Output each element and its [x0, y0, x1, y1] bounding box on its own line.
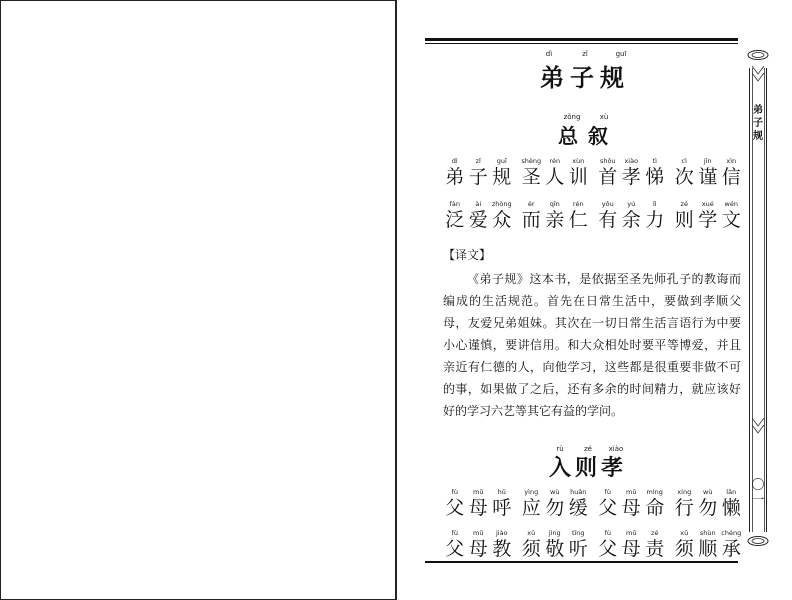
- char-hanzi: 信: [721, 166, 741, 188]
- verse-char: [620, 488, 644, 519]
- verse-char: [543, 488, 567, 519]
- char-hanzi: 责: [645, 538, 665, 560]
- verse-char: [720, 157, 744, 188]
- char-pinyin: mǔ: [626, 488, 637, 496]
- char-hanzi: 力: [645, 209, 665, 231]
- verse-char: [596, 529, 620, 560]
- verse-char: [467, 488, 491, 519]
- char-hanzi: 敬: [545, 538, 565, 560]
- verse-char: [620, 529, 644, 560]
- section-pinyin-syllable: xiào: [608, 445, 624, 453]
- char-pinyin: tì: [652, 157, 657, 165]
- verse-char: [543, 157, 567, 188]
- verse-char: [567, 488, 591, 519]
- verse-char: [673, 529, 697, 560]
- verse-phrase: [673, 200, 744, 231]
- char-pinyin: wù: [550, 488, 560, 496]
- page-title: 弟子规: [540, 64, 630, 92]
- verse-phrase: [673, 157, 744, 188]
- char-pinyin: tīng: [571, 529, 585, 537]
- char-pinyin: qīn: [549, 200, 560, 208]
- char-pinyin: jiào: [495, 529, 508, 537]
- verse-char: [520, 200, 544, 231]
- char-hanzi: 文: [721, 209, 741, 231]
- char-pinyin: mǔ: [473, 529, 484, 537]
- char-pinyin: yǒu: [601, 200, 614, 208]
- verse-char: [467, 200, 491, 231]
- verse-line: [443, 157, 743, 188]
- char-hanzi: 命: [645, 497, 665, 519]
- char-hanzi: 承: [721, 538, 741, 560]
- verse-char: [543, 200, 567, 231]
- char-hanzi: 孝: [621, 166, 641, 188]
- verse-char: [520, 529, 544, 560]
- section-pinyin-syllable: xù: [599, 113, 609, 121]
- char-hanzi: 父: [598, 497, 618, 519]
- char-hanzi: 呼: [492, 497, 512, 519]
- char-hanzi: 仁: [568, 209, 588, 231]
- char-hanzi: 须: [674, 538, 694, 560]
- char-pinyin: zé: [651, 529, 659, 537]
- char-pinyin: zé: [680, 200, 688, 208]
- char-hanzi: 听: [568, 538, 588, 560]
- verse-char: [443, 488, 467, 519]
- verse-char: [443, 200, 467, 231]
- char-hanzi: 母: [468, 497, 488, 519]
- verse-phrase: [596, 200, 667, 231]
- char-pinyin: mǔ: [473, 488, 484, 496]
- char-pinyin: rén: [572, 200, 584, 208]
- char-hanzi: 则: [674, 209, 694, 231]
- char-hanzi: 人: [545, 166, 565, 188]
- char-hanzi: 行: [674, 497, 694, 519]
- char-pinyin: xùn: [572, 157, 585, 165]
- section-pinyin-syllable: zé: [584, 445, 592, 453]
- char-pinyin: shǒu: [599, 157, 616, 165]
- verse-char: [490, 529, 514, 560]
- page-number: 〇 一: [751, 478, 765, 508]
- verse-char: [567, 200, 591, 231]
- char-hanzi: 勿: [698, 497, 718, 519]
- char-pinyin: zǐ: [475, 157, 481, 165]
- char-pinyin: yìng: [524, 488, 539, 496]
- char-hanzi: 次: [674, 166, 694, 188]
- char-pinyin: mìng: [646, 488, 663, 496]
- char-pinyin: huǎn: [570, 488, 587, 496]
- verse-char: [673, 488, 697, 519]
- char-pinyin: fù: [451, 529, 458, 537]
- char-hanzi: 父: [445, 538, 465, 560]
- char-hanzi: 首: [598, 166, 618, 188]
- char-pinyin: ài: [475, 200, 482, 208]
- char-hanzi: 母: [621, 497, 641, 519]
- char-pinyin: chéng: [721, 529, 742, 537]
- char-hanzi: 圣: [521, 166, 541, 188]
- verse-char: [696, 488, 720, 519]
- top-rule-thick: [425, 38, 738, 41]
- char-pinyin: shùn: [699, 529, 716, 537]
- verse-char: [490, 488, 514, 519]
- verse-phrase: [596, 157, 667, 188]
- verse-char: [720, 529, 744, 560]
- char-hanzi: 须: [521, 538, 541, 560]
- section-title-general: 总叙: [558, 124, 618, 148]
- verse-phrase: [520, 157, 591, 188]
- title-pinyin-syllable: guī: [615, 50, 627, 58]
- char-pinyin: yú: [627, 200, 636, 208]
- title-pinyin-syllable: zǐ: [582, 50, 588, 58]
- verse-char: [490, 200, 514, 231]
- char-pinyin: xiào: [624, 157, 639, 165]
- verse-char: [490, 157, 514, 188]
- verse-char: [596, 488, 620, 519]
- char-pinyin: dì: [451, 157, 458, 165]
- char-hanzi: 谨: [698, 166, 718, 188]
- char-pinyin: jǐn: [703, 157, 712, 165]
- char-pinyin: guī: [496, 157, 507, 165]
- verse-char: [696, 157, 720, 188]
- verse-char: [596, 157, 620, 188]
- verse-char: [567, 157, 591, 188]
- bottom-rule: [425, 561, 738, 563]
- section-pinyin-syllable: zǒng: [563, 113, 581, 121]
- char-pinyin: shèng: [521, 157, 542, 165]
- verse-phrase: [443, 529, 514, 560]
- section-pinyin-syllable: rù: [556, 445, 564, 453]
- char-hanzi: 缓: [568, 497, 588, 519]
- char-pinyin: wù: [703, 488, 713, 496]
- char-pinyin: fù: [604, 488, 611, 496]
- verse-phrase: [443, 488, 514, 519]
- verse-phrase: [443, 157, 514, 188]
- verse-char: [643, 157, 667, 188]
- verse-phrase: [596, 488, 667, 519]
- verse-line: [443, 529, 743, 560]
- verse-line: [443, 488, 743, 519]
- char-hanzi: 爱: [468, 209, 488, 231]
- side-title: 弟 子 规: [753, 105, 763, 142]
- char-pinyin: zhòng: [491, 200, 512, 208]
- verse-phrase: [520, 200, 591, 231]
- char-hanzi: 有: [598, 209, 618, 231]
- char-hanzi: 懒: [721, 497, 741, 519]
- char-pinyin: lì: [652, 200, 657, 208]
- ornament-cap-icon: [747, 535, 769, 547]
- title-pinyin-syllable: dì: [545, 50, 553, 58]
- char-pinyin: wén: [724, 200, 738, 208]
- char-pinyin: lǎn: [726, 488, 737, 496]
- char-hanzi: 泛: [445, 209, 465, 231]
- verse-char: [467, 529, 491, 560]
- char-pinyin: fù: [451, 488, 458, 496]
- char-hanzi: 子: [468, 166, 488, 188]
- chevron-down-icon: [750, 416, 766, 438]
- verse-char: [673, 200, 697, 231]
- verse-char: [443, 529, 467, 560]
- verse-char: [520, 488, 544, 519]
- char-pinyin: cì: [681, 157, 687, 165]
- ornament-cap-icon: [747, 49, 769, 61]
- verse-phrase: [673, 488, 744, 519]
- verse-phrase: [520, 488, 591, 519]
- translation-text: 《弟子规》这本书，是依据至圣先师孔子的教诲而编成的生活规范。首先在日常生活中，要做到孝顺父母，友爱兄弟姐妹。其次在一切日常生活言语行为中要小心谨慎，要讲信用。和大众相处时要平等博爱，并且亲近有仁德的人，向他学习，这些都是很重要非做不可的事，如果做了之后，还有多余的时间精力，就应该好好的学习六艺等其它有益的学问。: [443, 272, 741, 418]
- char-pinyin: jìng: [548, 529, 561, 537]
- verse-char: [720, 488, 744, 519]
- char-hanzi: 父: [445, 497, 465, 519]
- verse-phrase: [596, 529, 667, 560]
- section-title-filial: 入则孝: [548, 456, 627, 481]
- char-pinyin: xìn: [726, 157, 737, 165]
- char-hanzi: 弟: [445, 166, 465, 188]
- char-pinyin: hū: [497, 488, 506, 496]
- verse-char: [643, 529, 667, 560]
- char-hanzi: 悌: [645, 166, 665, 188]
- verse-char: [620, 200, 644, 231]
- verse-char: [696, 200, 720, 231]
- char-pinyin: fù: [604, 529, 611, 537]
- char-hanzi: 规: [492, 166, 512, 188]
- verse-char: [720, 200, 744, 231]
- verse-phrase: [443, 200, 514, 231]
- char-pinyin: ér: [527, 200, 535, 208]
- verse-char: [467, 157, 491, 188]
- char-hanzi: 学: [698, 209, 718, 231]
- verse-char: [520, 157, 544, 188]
- char-pinyin: fàn: [449, 200, 460, 208]
- char-hanzi: 应: [521, 497, 541, 519]
- char-hanzi: 教: [492, 538, 512, 560]
- verse-char: [643, 200, 667, 231]
- verse-char: [543, 529, 567, 560]
- char-pinyin: mǔ: [626, 529, 637, 537]
- char-pinyin: xué: [701, 200, 714, 208]
- page-gutter: [396, 0, 397, 600]
- verse-char: [643, 488, 667, 519]
- verse-line: [443, 200, 743, 231]
- char-pinyin: rén: [549, 157, 561, 165]
- char-hanzi: 勿: [545, 497, 565, 519]
- char-hanzi: 母: [468, 538, 488, 560]
- char-pinyin: xū: [527, 529, 536, 537]
- char-hanzi: 众: [492, 209, 512, 231]
- chevron-down-icon: [750, 64, 766, 86]
- char-hanzi: 顺: [698, 538, 718, 560]
- translation-label: 【译文】: [443, 248, 492, 262]
- top-rule-thin: [425, 43, 738, 44]
- verse-char: [596, 200, 620, 231]
- char-hanzi: 亲: [545, 209, 565, 231]
- char-pinyin: xíng: [677, 488, 692, 496]
- char-hanzi: 训: [568, 166, 588, 188]
- verse-char: [567, 529, 591, 560]
- char-hanzi: 父: [598, 538, 618, 560]
- verse-phrase: [520, 529, 591, 560]
- verse-char: [696, 529, 720, 560]
- verse-char: [673, 157, 697, 188]
- char-pinyin: xū: [680, 529, 689, 537]
- char-hanzi: 而: [521, 209, 541, 231]
- verse-phrase: [673, 529, 744, 560]
- title-pinyin: [530, 50, 640, 58]
- char-hanzi: 余: [621, 209, 641, 231]
- verse-char: [620, 157, 644, 188]
- verse-char: [443, 157, 467, 188]
- char-hanzi: 母: [621, 538, 641, 560]
